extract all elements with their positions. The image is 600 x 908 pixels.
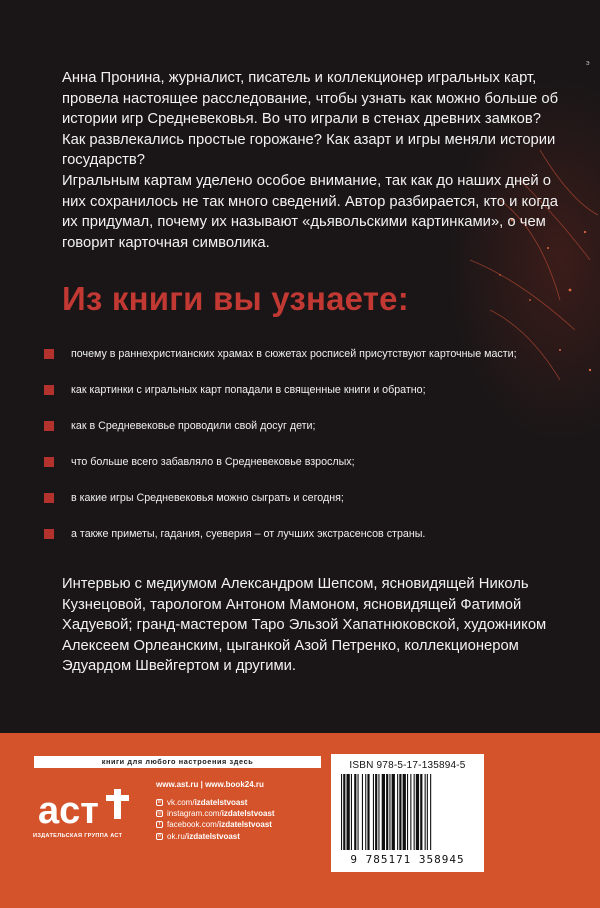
intro-text [62, 68, 567, 253]
ast-logo-icon [36, 785, 136, 831]
list-item [44, 382, 564, 418]
tagline-banner: книги для любого настроения здесь [34, 756, 321, 768]
website-links[interactable]: www.ast.ru | www.book24.ru [156, 780, 264, 789]
publisher-mark: э [586, 60, 590, 67]
list-item [44, 490, 564, 526]
barcode-icon [339, 774, 476, 852]
social-domain: vk.com/ [167, 798, 195, 808]
list-item-text: почему в раннехристианских храмах в сюжетах росписей присутствуют карточные масти; [71, 348, 517, 360]
social-path: izdatelstvoast [194, 798, 248, 808]
social-domain: facebook.com/ [167, 820, 220, 830]
list-item [44, 346, 564, 382]
bullet-list [44, 346, 564, 562]
publisher-footer [0, 733, 600, 908]
social-link-ok[interactable] [156, 831, 275, 842]
logo-text: аст [38, 790, 99, 831]
bullet-square-icon [44, 493, 54, 503]
list-item-text: как картинки с игральных карт попадали в священные книги и обратно; [71, 384, 426, 396]
vk-icon: в [156, 799, 163, 806]
bullet-square-icon [44, 349, 54, 359]
odnoklassniki-icon: о [156, 833, 163, 840]
instagram-icon: ◎ [157, 810, 162, 817]
interviews-paragraph: Интервью с медиумом Александром Шепсом, ясновидящей Николь Кузнецовой, тарологом Антоном Мамоном, ясновидящей Фатимой Хадуевой; гранд-мастером Таро Эльзой Хапатнюковской, художником Алексеем Орлеанским, цыганкой Азой Петренко, коллекционером Эдуардом Швейгертом и другими. [62, 576, 547, 675]
social-domain: ok.ru/ [167, 831, 188, 841]
list-item [44, 454, 564, 490]
list-item [44, 418, 564, 454]
social-path: izdatelstvoast [219, 820, 272, 830]
barcode-digits: 9 785171 358945 [350, 853, 465, 866]
social-link-instagram[interactable] [156, 808, 275, 819]
bullet-square-icon [44, 421, 54, 431]
social-link-vk[interactable] [156, 797, 275, 808]
list-item [44, 526, 564, 562]
facebook-icon: f [156, 821, 163, 828]
intro-paragraph: Игральным картам уделено особое внимание, так как до наших дней о них сохранилось не так много сведений. Автор разбирается, кто и когда их придумал, почему их называют «дьявольскими картинками», о чем говорит карточная символика. [62, 172, 558, 251]
bullet-square-icon [44, 385, 54, 395]
bullet-square-icon [44, 457, 54, 467]
logo-caption: ИЗДАТЕЛЬСКАЯ ГРУППА АСТ [33, 833, 123, 839]
section-heading: Из книги вы узнаете: [62, 280, 409, 317]
bullet-square-icon [44, 529, 54, 539]
social-path: izdatelstvoast [221, 809, 275, 819]
social-links [156, 797, 275, 842]
social-link-facebook[interactable] [156, 819, 275, 830]
list-item-text: что больше всего забавляло в Средневековье взрослых; [71, 456, 355, 468]
isbn-barcode-block [331, 754, 484, 872]
social-domain: instagram.com/ [167, 809, 222, 819]
isbn-number: ISBN 978-5-17-135894-5 [349, 760, 466, 771]
list-item-text: как в Средневековье проводили свой досуг дети; [71, 420, 316, 432]
list-item-text: в какие игры Средневековья можно сыграть и сегодня; [71, 492, 344, 504]
social-path: izdatelstvoast [187, 831, 240, 841]
list-item-text: а также приметы, гадания, суеверия – от лучших экстрасенсов страны. [71, 528, 426, 540]
intro-paragraph: Анна Пронина, журналист, писатель и коллекционер игральных карт, провела настоящее расследование, чтобы узнать как можно больше об истории игр Средневековья. Во что играли в стенах древних замков? Как развлекались простые горожане? Как азарт и игры меняли истории государств? [62, 70, 559, 169]
